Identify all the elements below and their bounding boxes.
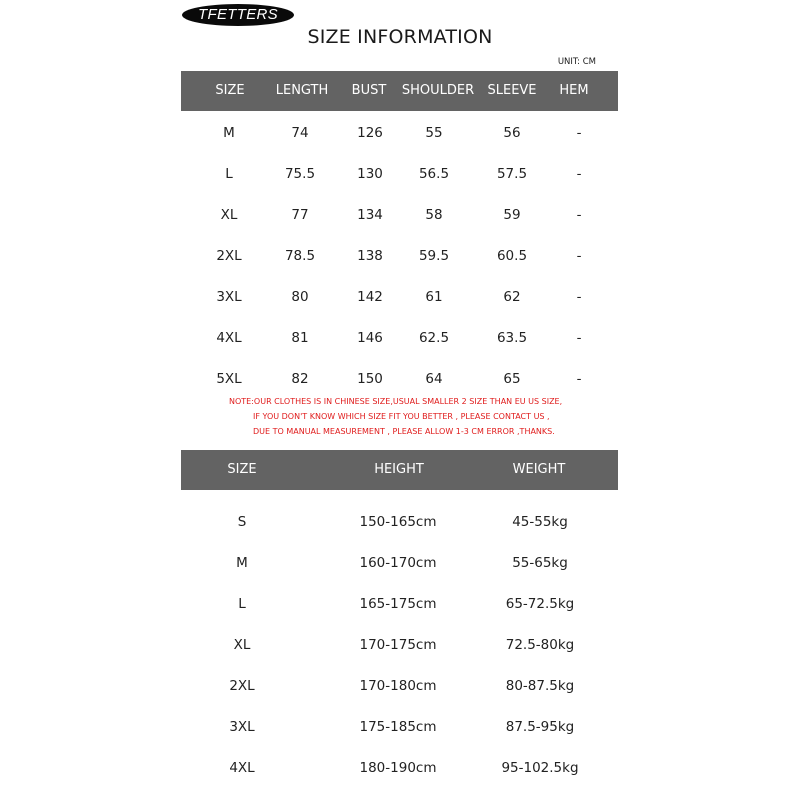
table-row	[0, 123, 800, 143]
table-row	[0, 369, 800, 389]
height-cell: 170-180cm	[359, 678, 437, 694]
header-shoulder: SHOULDER	[401, 83, 475, 98]
shoulder-cell: 55	[425, 125, 443, 141]
shoulder-cell: 58	[425, 207, 443, 223]
header-length: LENGTH	[275, 83, 329, 98]
table-row	[0, 164, 800, 184]
length-cell: 74	[291, 125, 309, 141]
weight-cell: 72.5-80kg	[505, 637, 575, 653]
weight-cell: 95-102.5kg	[501, 760, 579, 776]
bust-cell: 134	[357, 207, 383, 223]
fit-table-header	[181, 450, 618, 490]
table-row	[0, 758, 800, 778]
hem-cell: -	[576, 289, 582, 305]
weight-cell: 45-55kg	[512, 514, 568, 530]
bust-cell: 130	[357, 166, 383, 182]
measurement-table-header	[181, 71, 618, 111]
shoulder-cell: 59.5	[418, 248, 450, 264]
size-cell: XL	[220, 207, 238, 223]
hem-cell: -	[576, 371, 582, 387]
hem-cell: -	[576, 207, 582, 223]
sleeve-cell: 57.5	[496, 166, 528, 182]
header-height: HEIGHT	[374, 462, 424, 477]
header-size: SIZE	[227, 462, 257, 477]
hem-cell: -	[576, 125, 582, 141]
sleeve-cell: 59	[503, 207, 521, 223]
bust-cell: 126	[357, 125, 383, 141]
note-line-1: NOTE:OUR CLOTHES IS IN CHINESE SIZE,USUAL SMALLER 2 SIZE THAN EU US SIZE,	[229, 397, 563, 406]
height-cell: 160-170cm	[359, 555, 437, 571]
brand-logo: TFETTERS	[182, 4, 294, 26]
table-row	[0, 205, 800, 225]
shoulder-cell: 62.5	[418, 330, 450, 346]
shoulder-cell: 56.5	[418, 166, 450, 182]
unit-label: UNIT: CM	[557, 57, 596, 67]
hem-cell: -	[576, 330, 582, 346]
hem-cell: -	[576, 166, 582, 182]
size-cell: 3XL	[229, 719, 255, 735]
note-line-3: DUE TO MANUAL MEASUREMENT , PLEASE ALLOW 1-3 CM ERROR ,THANKS.	[253, 427, 555, 436]
table-row	[0, 676, 800, 696]
size-cell: 2XL	[229, 678, 255, 694]
note-line-2: IF YOU DON'T KNOW WHICH SIZE FIT YOU BETTER , PLEASE CONTACT US ,	[253, 412, 550, 421]
header-bust: BUST	[351, 83, 387, 98]
table-row	[0, 594, 800, 614]
bust-cell: 142	[357, 289, 383, 305]
weight-cell: 80-87.5kg	[505, 678, 575, 694]
weight-cell: 65-72.5kg	[505, 596, 575, 612]
shoulder-cell: 64	[425, 371, 443, 387]
shoulder-cell: 61	[425, 289, 443, 305]
length-cell: 78.5	[284, 248, 316, 264]
size-cell: L	[225, 166, 233, 182]
length-cell: 80	[291, 289, 309, 305]
table-row	[0, 553, 800, 573]
size-cell: 5XL	[216, 371, 242, 387]
table-row	[0, 246, 800, 266]
length-cell: 77	[291, 207, 309, 223]
size-cell: L	[238, 596, 246, 612]
length-cell: 81	[291, 330, 309, 346]
height-cell: 170-175cm	[359, 637, 437, 653]
height-cell: 150-165cm	[359, 514, 437, 530]
bust-cell: 146	[357, 330, 383, 346]
size-cell: 3XL	[216, 289, 242, 305]
weight-cell: 87.5-95kg	[505, 719, 575, 735]
length-cell: 82	[291, 371, 309, 387]
size-cell: 2XL	[216, 248, 242, 264]
table-row	[0, 512, 800, 532]
size-cell: S	[237, 514, 247, 530]
height-cell: 175-185cm	[359, 719, 437, 735]
hem-cell: -	[576, 248, 582, 264]
header-weight: WEIGHT	[512, 462, 566, 477]
length-cell: 75.5	[284, 166, 316, 182]
size-cell: XL	[233, 637, 251, 653]
size-cell: M	[236, 555, 248, 571]
weight-cell: 55-65kg	[512, 555, 568, 571]
sleeve-cell: 56	[503, 125, 521, 141]
size-cell: M	[223, 125, 235, 141]
page-title: SIZE INFORMATION	[307, 26, 493, 48]
header-sleeve: SLEEVE	[487, 83, 537, 98]
sleeve-cell: 62	[503, 289, 521, 305]
height-cell: 165-175cm	[359, 596, 437, 612]
bust-cell: 138	[357, 248, 383, 264]
header-hem: HEM	[559, 83, 589, 98]
table-row	[0, 717, 800, 737]
size-cell: 4XL	[229, 760, 255, 776]
table-row	[0, 287, 800, 307]
header-size: SIZE	[215, 83, 245, 98]
size-cell: 4XL	[216, 330, 242, 346]
table-row	[0, 328, 800, 348]
sleeve-cell: 63.5	[496, 330, 528, 346]
sleeve-cell: 60.5	[496, 248, 528, 264]
height-cell: 180-190cm	[359, 760, 437, 776]
bust-cell: 150	[357, 371, 383, 387]
table-row	[0, 635, 800, 655]
sleeve-cell: 65	[503, 371, 521, 387]
